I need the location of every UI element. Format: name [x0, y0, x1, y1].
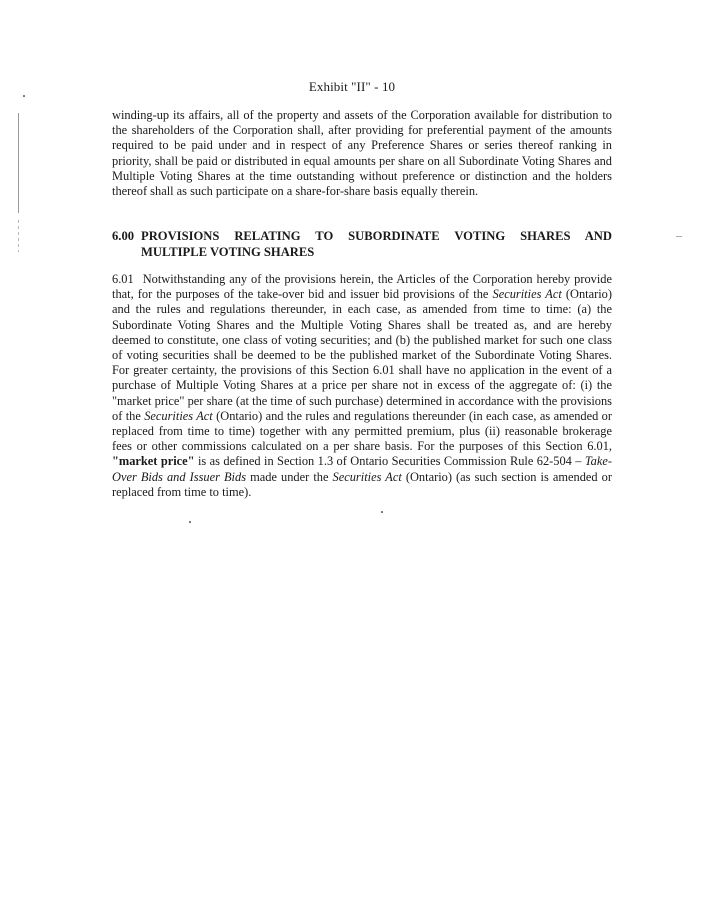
defined-term: "market price" — [112, 454, 195, 469]
act-reference: Securities Act — [144, 408, 213, 423]
scan-artifact-dot — [23, 95, 25, 97]
text-segment: Notwithstanding any of the provisions herein, the Articles of the Corporation hereby provide that, for the purposes of the take-over bid and issuer bid provisions of the — [112, 272, 612, 302]
subsection-paragraph — [112, 272, 612, 500]
rule-title: Take-Over Bids and Issuer Bids — [112, 454, 612, 484]
act-reference: Securities Act — [492, 287, 562, 302]
text-segment: (Ontario) and the rules and regulations thereunder (in each case, as amended or replaced from time to time) together with any permitted premium, plus (ii) reasonable brokerage fees or other commissions calculated on a per share basis. For the purposes of this Section 6.01, — [112, 408, 613, 454]
act-reference: Securities Act — [332, 469, 402, 484]
exhibit-header: Exhibit "II" - 10 — [308, 79, 396, 94]
text-segment: (Ontario) (as such section is amended or replaced from time to time). — [112, 469, 613, 499]
scan-artifact-dash — [676, 236, 682, 237]
section-heading — [112, 229, 612, 260]
section-title-line2: MULTIPLE VOTING SHARES — [141, 244, 315, 259]
section-title — [141, 229, 612, 260]
text-segment: is as defined in Section 1.3 of Ontario Securities Commission Rule 62-504 – — [194, 454, 585, 469]
section-number: 6.00 — [112, 229, 135, 243]
continuation-paragraph: winding-up its affairs, all of the property and assets of the Corporation available for distribution to the shareholders of the Corporation shall, after providing for preferential payment of the amounts required to be paid under and in respect of any Preference Shares or series thereof ranking in priority, shall be paid or distributed in equal amounts per share on all Subordinate Voting Shares and Multiple Voting Shares at the time outstanding without preference or distinction and the holders thereof shall as such participate on a share-for-share basis equally therein. — [112, 108, 612, 199]
scan-artifact-dashes — [18, 220, 19, 252]
text-segment: made under the — [246, 469, 333, 484]
section-title-line1: PROVISIONS RELATING TO SUBORDINATE VOTING SHARES AND — [141, 229, 612, 243]
scan-artifact-dot — [381, 511, 383, 513]
scan-artifact-dot — [189, 521, 191, 523]
scan-artifact-line — [18, 113, 19, 213]
subsection-number: 6.01 — [112, 272, 134, 286]
text-segment: (Ontario) and the rules and regulations thereunder, in each case, as amended from time to time: (a) the Subordinate Voting Shares and the Multiple Voting Shares shall be treated as, and are hereby deemed to constitute, one class of voting securities; and (b) the published market for such one class of voting securities shall be deemed to be the published market of the Subordinate Voting Shares. For greater certainty, the provisions of this Section 6.01 shall have no application in the event of a purchase of Multiple Voting Shares at a price per share not in excess of the aggregate of: (i) the "market price" per share (at the time of such purchase) determined in accordance with the provisions of the — [112, 287, 612, 423]
